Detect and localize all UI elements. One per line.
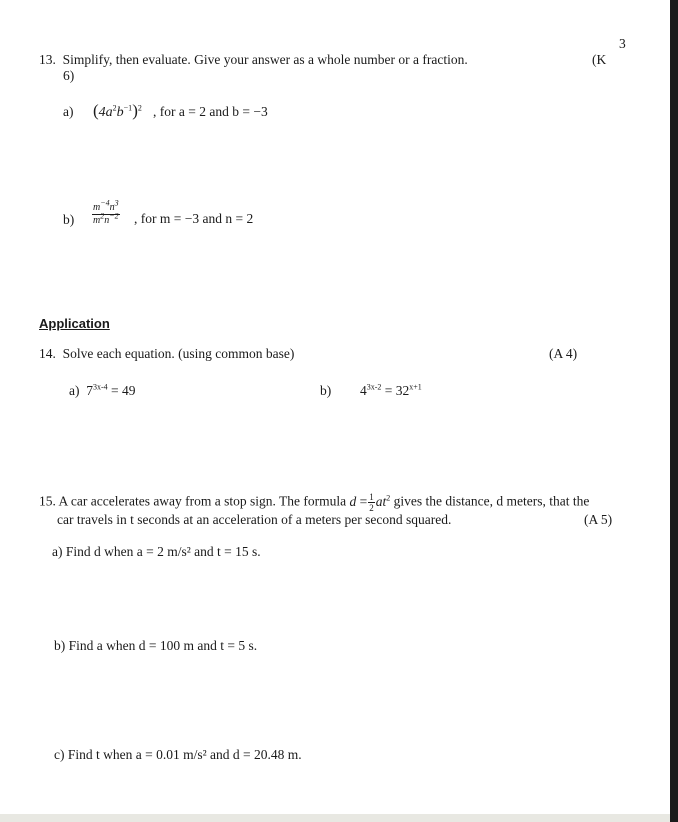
question-14b-base: 4 <box>360 383 367 398</box>
question-15b: b) Find a when d = 100 m and t = 5 s. <box>54 638 258 653</box>
question-15-text-line2: car travels in t seconds at an acceleration of a meters per second squared. <box>57 512 452 527</box>
question-14b-rhs-exponent: x+1 <box>409 382 422 392</box>
question-13a-label: a) <box>63 104 74 119</box>
question-13a-base: 4a <box>98 105 113 120</box>
question-14a-equation <box>69 383 136 399</box>
question-13-text: Simplify, then evaluate. Give your answer as a whole number or a fraction. <box>62 52 468 67</box>
question-15-formula: d = $\frac{1}{2}$ $at^2$ <box>349 492 391 513</box>
question-13-prompt <box>39 52 468 68</box>
question-13-number: 13. <box>39 52 56 67</box>
question-14b-rhs: = 32 <box>384 383 410 398</box>
question-14a-label: a) <box>69 383 80 398</box>
question-13b-condition: , for m = −3 and n = 2 <box>134 211 254 226</box>
question-13-code-close: 6) <box>63 68 75 83</box>
question-15-text-pre: A car accelerates away from a stop sign. The formula <box>58 493 347 509</box>
question-13b-fraction: $\frac{m^{-4}n^3}{m^2n^{-2}}$ <box>93 198 119 226</box>
question-15-code: (A 5) <box>584 512 613 527</box>
question-14a-base: 7 <box>86 383 93 398</box>
page-number: 3 <box>619 36 626 51</box>
question-15-number: 15. <box>39 493 56 509</box>
question-15a: a) Find d when a = 2 m/s² and t = 15 s. <box>52 544 261 559</box>
question-15-text-post: gives the distance, d meters, that the <box>393 493 590 509</box>
question-13a-expression: $(4a^2b^{-1})^2$ <box>93 101 142 120</box>
question-13-code-open: (K <box>592 52 607 67</box>
page-bottom-border <box>0 814 670 822</box>
question-14-number: 14. <box>39 346 56 361</box>
page-right-border <box>670 0 678 822</box>
question-13b-label: b) <box>63 212 75 227</box>
question-13a-condition: , for a = 2 and b = −3 <box>153 104 268 119</box>
question-14b-exponent: 3x-2 <box>366 382 382 392</box>
question-14-text: Solve each equation. (using common base) <box>62 346 295 361</box>
question-14a-exponent: 3x-4 <box>93 382 108 392</box>
question-15-prompt <box>39 492 589 513</box>
question-14b-equation <box>360 383 422 399</box>
question-15c: c) Find t when a = 0.01 m/s² and d = 20.48 m. <box>54 747 302 762</box>
question-14-prompt <box>39 346 294 362</box>
section-heading-application: Application <box>39 316 110 331</box>
question-14a-rhs: = 49 <box>111 383 136 398</box>
question-14-code: (A 4) <box>549 346 578 361</box>
question-14b-label: b) <box>320 383 332 398</box>
